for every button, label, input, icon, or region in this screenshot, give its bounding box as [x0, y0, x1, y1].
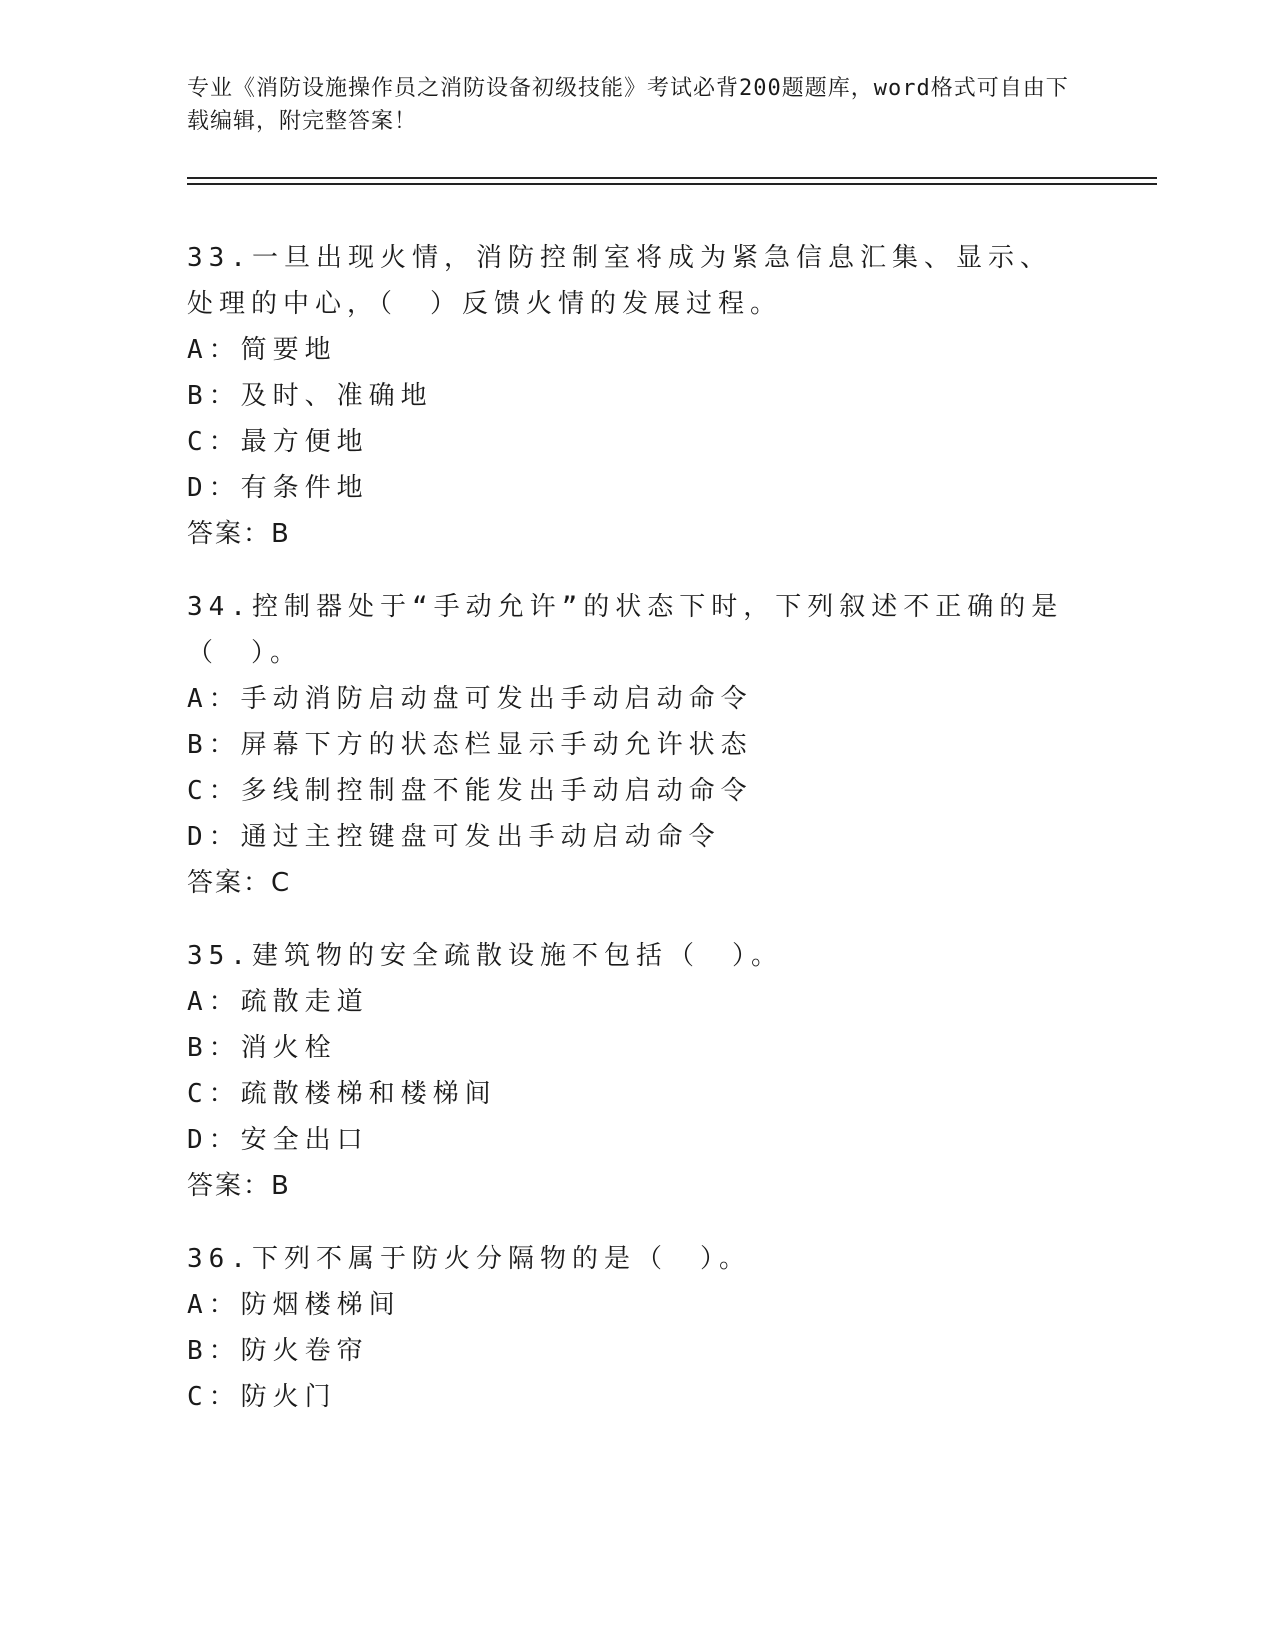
option-c: C：疏散楼梯和楼梯间	[187, 1079, 497, 1109]
question-text: 36.下列不属于防火分隔物的是（ ）。	[187, 1244, 751, 1274]
answer: 答案：B	[187, 1171, 291, 1201]
option-a: A：防烟楼梯间	[187, 1290, 401, 1320]
option-d: D：安全出口	[187, 1125, 369, 1155]
option-d: D：有条件地	[187, 473, 369, 503]
option-b: B：消火栓	[187, 1033, 337, 1063]
question-list	[187, 235, 1087, 1447]
option-c: C：防火门	[187, 1382, 337, 1412]
option-d: D：通过主控键盘可发出手动启动命令	[187, 822, 721, 852]
question-34	[187, 584, 1087, 906]
option-a: A：疏散走道	[187, 987, 369, 1017]
document-header: 专业《消防设施操作员之消防设备初级技能》考试必背200题题库，word格式可自由下载编辑，附完整答案！	[187, 76, 1069, 134]
question-text: 35.建筑物的安全疏散设施不包括（ ）。	[187, 941, 783, 971]
question-35	[187, 933, 1087, 1209]
header-divider-top	[187, 177, 1157, 179]
option-a: A：简要地	[187, 335, 337, 365]
question-text: 33.一旦出现火情，消防控制室将成为紧急信息汇集、显示、处理的中心，（ ）反馈火情的发展过程。	[187, 243, 1052, 319]
answer: 答案：B	[187, 519, 291, 549]
question-text: 34.控制器处于“手动允许”的状态下时，下列叙述不正确的是（ ）。	[187, 592, 1064, 668]
option-c: C：最方便地	[187, 427, 369, 457]
question-36	[187, 1236, 1087, 1420]
option-c: C：多线制控制盘不能发出手动启动命令	[187, 776, 753, 806]
header-divider-bottom	[187, 183, 1157, 185]
option-a: A：手动消防启动盘可发出手动启动命令	[187, 684, 753, 714]
question-33	[187, 235, 1087, 557]
option-b: B：防火卷帘	[187, 1336, 369, 1366]
answer: 答案：C	[187, 868, 292, 898]
option-b: B：及时、准确地	[187, 381, 433, 411]
option-b: B：屏幕下方的状态栏显示手动允许状态	[187, 730, 753, 760]
